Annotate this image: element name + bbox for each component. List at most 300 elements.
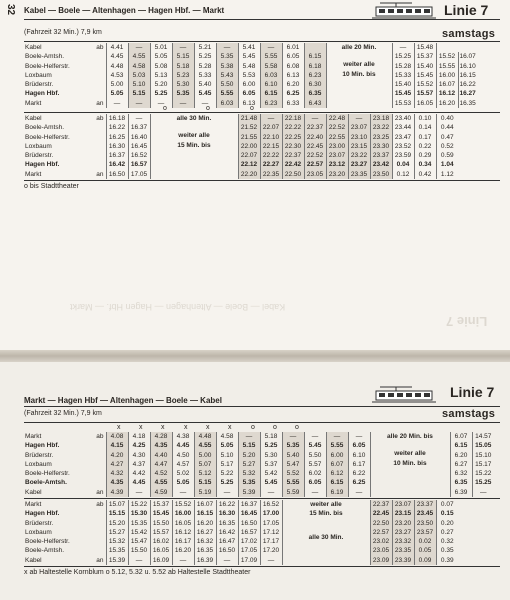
timetable-top-early (24, 43, 477, 108)
departure-time: 23.07 (348, 123, 370, 132)
departure-time: 6.10 (260, 80, 282, 89)
departure-time: 22.18 (282, 114, 304, 123)
station-name: Hagen Hbf. (25, 510, 60, 518)
departure-time: 15.10 (472, 451, 494, 460)
departure-time: 4.58 (128, 62, 150, 71)
departure-time: 0.10 (414, 114, 436, 123)
station-flag (78, 160, 106, 169)
departure-time: 6.03 (260, 71, 282, 80)
station-flag (78, 519, 106, 528)
departure-time: — (238, 432, 260, 441)
departure-time: 6.35 (304, 89, 326, 98)
departure-time: 16.27 (459, 90, 476, 98)
departure-time: 6.05 (238, 89, 260, 98)
departure-time: 16.37 (106, 151, 128, 160)
departure-time: 5.30 (172, 80, 194, 89)
departure-time: 5.20 (150, 80, 172, 89)
day-label: samstags (442, 28, 496, 40)
departure-time: 6.30 (304, 80, 326, 89)
departure-time: 6.27 (450, 460, 472, 469)
station-flag (78, 62, 106, 71)
departure-time: 0.47 (436, 133, 458, 142)
departure-time: 15.42 (128, 528, 150, 537)
departure-time: — (194, 99, 216, 108)
departure-time: 16.05 (172, 519, 194, 528)
station-name: Markt (25, 433, 42, 440)
station-name: Boele-Helferstr. (25, 470, 70, 478)
departure-time: 23.35 (348, 170, 370, 179)
departure-time: 15.50 (128, 546, 150, 555)
station-flag (78, 460, 106, 469)
footnote-bottom: x ab Haltestelle Kornblum o 5.12, 5.32 u. 5.52 ab Haltestelle Stadttheater (24, 569, 251, 576)
departure-time: 0.07 (436, 500, 458, 509)
departure-time: 5.23 (172, 71, 194, 80)
departure-time: 5.05 (216, 441, 238, 450)
line-label-bottom: Linie 7 (450, 384, 495, 400)
departure-time: 4.40 (150, 451, 172, 460)
departure-time: 22.55 (326, 133, 348, 142)
page-fold (0, 350, 510, 362)
departure-time: 5.35 (216, 52, 238, 61)
departure-time: 5.40 (194, 80, 216, 89)
departure-time: 1.04 (436, 160, 458, 169)
station-flag: ab (96, 501, 104, 508)
departure-time: 6.43 (304, 99, 326, 108)
departure-time: 4.58 (216, 432, 238, 441)
departure-time: 23.20 (326, 170, 348, 179)
departure-time: 0.39 (436, 556, 458, 565)
footnote-top: o bis Stadttheater (24, 183, 79, 190)
departure-time: 22.37 (282, 151, 304, 160)
departure-time: 6.15 (450, 441, 472, 450)
departure-time: — (348, 488, 370, 497)
frequency-note: alle 20 Min. weiter alle 10 Min. bis (326, 43, 392, 108)
departure-time: 6.20 (282, 80, 304, 89)
departure-time: 6.13 (282, 71, 304, 80)
departure-time: 5.03 (128, 71, 150, 80)
departure-time: 5.45 (304, 441, 326, 450)
departure-time: — (392, 43, 414, 52)
departure-time: 4.55 (128, 52, 150, 61)
departure-time: 17.05 (238, 546, 260, 555)
departure-time: 0.12 (392, 170, 414, 179)
departure-time: 15.39 (106, 556, 128, 565)
departure-time: 5.35 (282, 441, 304, 450)
departure-time: 4.39 (106, 488, 128, 497)
departure-time: 5.18 (172, 62, 194, 71)
departure-time: 5.08 (150, 62, 172, 71)
departure-time: 6.02 (304, 469, 326, 478)
departure-time: 23.15 (392, 509, 414, 518)
station-name: Boele-Amtsh. (25, 124, 65, 132)
departure-time: 5.58 (260, 62, 282, 71)
departure-time: 5.42 (260, 469, 282, 478)
departure-time: — (304, 432, 326, 441)
departure-time: 23.59 (392, 151, 414, 160)
departure-time: 21.48 (238, 114, 260, 123)
departure-time: 22.00 (238, 142, 260, 151)
departure-time: 16.15 (194, 509, 216, 518)
departure-time: 16.45 (238, 509, 260, 518)
departure-time: 5.45 (260, 478, 282, 487)
departure-time: 15.33 (392, 71, 414, 80)
route-title-bottom: Markt — Hagen Hbf — Altenhagen — Boele — Kabel (24, 396, 222, 405)
departure-time: 15.57 (150, 528, 172, 537)
departure-time: 22.15 (260, 142, 282, 151)
departure-time: 5.52 (282, 469, 304, 478)
timetable-bottom-early (24, 432, 494, 497)
departure-time: 15.52 (172, 500, 194, 509)
departure-time: 16.15 (459, 71, 476, 79)
station-flag (78, 142, 106, 151)
departure-time: 5.05 (106, 89, 128, 98)
departure-time: 22.35 (260, 170, 282, 179)
station-name: Loxbaum (25, 71, 52, 79)
departure-time: 5.39 (238, 488, 260, 497)
departure-time: 5.50 (304, 451, 326, 460)
station-flag: ab (96, 433, 104, 440)
departure-time: 15.48 (414, 43, 436, 52)
departure-time: 16.35 (216, 519, 238, 528)
departure-time: 22.27 (260, 160, 282, 169)
departure-time: 22.30 (282, 142, 304, 151)
departure-time: 5.38 (216, 62, 238, 71)
departure-time: 15.17 (472, 460, 494, 469)
departure-time: 5.10 (128, 80, 150, 89)
departure-time: — (106, 99, 128, 108)
departure-time: 15.45 (414, 71, 436, 80)
departure-time: 6.13 (238, 99, 260, 108)
departure-time: 16.09 (150, 556, 172, 565)
departure-time: — (326, 432, 348, 441)
departure-time: 0.59 (436, 151, 458, 160)
departure-time: 22.52 (326, 123, 348, 132)
departure-time: 4.25 (128, 441, 150, 450)
station-flag (78, 509, 106, 518)
departure-time: 5.43 (216, 71, 238, 80)
departure-time: 5.15 (238, 441, 260, 450)
station-name: Kabel (25, 44, 42, 51)
departure-time: 5.02 (172, 469, 194, 478)
station-name: Loxbaum (25, 528, 52, 536)
departure-time: 6.01 (282, 43, 304, 52)
departure-time: 16.45 (128, 142, 150, 151)
departure-time: 5.18 (260, 432, 282, 441)
station-name: Boele-Amtsh. (25, 53, 65, 61)
departure-time: 23.07 (392, 500, 414, 509)
departure-time: 16.37 (128, 123, 150, 132)
departure-time: 4.48 (106, 62, 128, 71)
departure-time: 17.02 (238, 537, 260, 546)
station-name: Kabel (25, 488, 42, 496)
departure-time: 15.40 (392, 80, 414, 89)
departure-time: 4.59 (150, 488, 172, 497)
departure-time: 5.15 (194, 478, 216, 487)
departure-time: — (260, 114, 282, 123)
departure-time: 16.52 (260, 500, 282, 509)
departure-time: — (260, 488, 282, 497)
departure-time: 16.05 (414, 99, 436, 108)
departure-time: 6.03 (216, 99, 238, 108)
departure-time: 0.17 (414, 133, 436, 142)
departure-time: 6.33 (282, 99, 304, 108)
departure-time: 5.59 (282, 488, 304, 497)
departure-time: 5.55 (282, 478, 304, 487)
departure-time: 4.45 (128, 478, 150, 487)
departure-time: 5.15 (128, 89, 150, 98)
departure-time: 5.25 (150, 89, 172, 98)
departure-time: 6.39 (450, 488, 472, 497)
departure-time: 16.37 (238, 500, 260, 509)
departure-time: 0.05 (414, 546, 436, 555)
departure-time: 23.39 (392, 556, 414, 565)
departure-time: 23.20 (392, 519, 414, 528)
departure-time: 0.52 (436, 142, 458, 151)
departure-time: 22.12 (238, 160, 260, 169)
departure-time: 15.57 (414, 89, 436, 98)
station-name: Loxbaum (25, 460, 52, 468)
mark-bot-1: x (139, 424, 143, 431)
departure-time: 15.47 (128, 537, 150, 546)
departure-time: 16.07 (459, 53, 476, 61)
station-flag: an (96, 99, 104, 107)
departure-time: 5.45 (194, 89, 216, 98)
departure-time: 15.53 (392, 99, 414, 108)
departure-time: 23.37 (414, 500, 436, 509)
departure-time: 16.35 (194, 546, 216, 555)
departure-time: 6.15 (260, 89, 282, 98)
line-label: Linie 7 (444, 2, 489, 18)
departure-time: 4.45 (172, 441, 194, 450)
departure-time: 16.25 (106, 133, 128, 142)
departure-time: 4.28 (150, 432, 172, 441)
ghost-line: Linie 7 (446, 314, 488, 329)
departure-time: 1.12 (436, 170, 458, 179)
departure-time: 16.10 (459, 62, 476, 70)
departure-time: 22.45 (304, 142, 326, 151)
departure-time: 5.50 (216, 80, 238, 89)
departure-time: 0.27 (436, 528, 458, 537)
departure-time: 16.30 (106, 142, 128, 151)
mark-top-1: o (206, 105, 210, 112)
departure-time: 22.07 (238, 151, 260, 160)
departure-time: 5.17 (216, 460, 238, 469)
station-name: Boele-Amtsh. (25, 547, 65, 555)
departure-time: — (260, 43, 282, 52)
departure-time: 23.10 (348, 133, 370, 142)
departure-time: 0.09 (414, 556, 436, 565)
departure-time: 4.30 (128, 451, 150, 460)
departure-time: 15.15 (106, 509, 128, 518)
departure-time: 5.25 (216, 478, 238, 487)
station-flag (78, 441, 106, 450)
mark-bot-4: x (206, 424, 210, 431)
departure-time: 4.52 (150, 469, 172, 478)
departure-time: 6.00 (326, 451, 348, 460)
departure-time: 23.44 (392, 123, 414, 132)
departure-time: 15.37 (414, 52, 436, 61)
departure-time: 5.55 (260, 52, 282, 61)
departure-time: 22.50 (282, 170, 304, 179)
departure-time: 0.22 (414, 142, 436, 151)
departure-time: 23.00 (326, 142, 348, 151)
departure-time: 4.18 (128, 432, 150, 441)
departure-time: 5.48 (238, 62, 260, 71)
departure-time: 5.12 (194, 469, 216, 478)
departure-time: 5.35 (238, 478, 260, 487)
departure-time: 23.02 (370, 537, 392, 546)
departure-time: 4.53 (106, 71, 128, 80)
mark-bot-5: x (228, 424, 232, 431)
departure-time: — (260, 556, 282, 565)
station-flag (78, 151, 106, 160)
departure-time: 0.40 (436, 114, 458, 123)
departure-time: 17.20 (260, 546, 282, 555)
departure-time: 15.50 (150, 519, 172, 528)
departure-time: 15.28 (392, 62, 414, 71)
departure-time: 16.57 (128, 160, 150, 169)
departure-time: 21.52 (238, 123, 260, 132)
departure-time: 5.37 (260, 460, 282, 469)
departure-time: 6.08 (282, 62, 304, 71)
departure-time: 5.55 (216, 89, 238, 98)
departure-time: 23.57 (414, 528, 436, 537)
departure-time: 17.17 (260, 537, 282, 546)
departure-time: 16.18 (106, 114, 128, 123)
departure-time: 6.10 (348, 451, 370, 460)
mark-top-2: o (250, 105, 254, 112)
station-name: Boele-Helferstr. (25, 538, 70, 546)
departure-time: 5.20 (238, 451, 260, 460)
departure-time: 6.05 (348, 441, 370, 450)
station-name: Kabel (25, 556, 42, 564)
departure-time: 6.00 (238, 80, 260, 89)
departure-time: — (128, 99, 150, 108)
departure-time: 23.22 (348, 151, 370, 160)
departure-time: 15.55 (436, 62, 458, 71)
departure-time: 4.32 (106, 469, 128, 478)
departure-time: 23.07 (326, 151, 348, 160)
departure-time: 15.35 (128, 519, 150, 528)
departure-time: 6.25 (348, 478, 370, 487)
tram-icon-bottom (372, 386, 436, 404)
departure-time: 23.22 (370, 123, 392, 132)
station-name: Hagen Hbf. (25, 442, 60, 450)
station-flag (78, 451, 106, 460)
departure-time: — (216, 488, 238, 497)
departure-time: — (282, 432, 304, 441)
station-name: Markt (25, 501, 42, 508)
departure-time: 17.05 (128, 170, 150, 179)
departure-time: 16.50 (106, 170, 128, 179)
departure-time (436, 43, 458, 52)
departure-time: 22.48 (326, 114, 348, 123)
departure-time: 16.12 (172, 528, 194, 537)
departure-time: 23.18 (370, 114, 392, 123)
station-flag (78, 537, 106, 546)
departure-time: 16.17 (172, 537, 194, 546)
day-label-bottom: samstags (442, 408, 496, 420)
departure-time: — (216, 43, 238, 52)
departure-time: 23.12 (326, 160, 348, 169)
departure-time: 16.47 (216, 537, 238, 546)
departure-time: 6.19 (326, 488, 348, 497)
departure-time: 6.07 (326, 460, 348, 469)
departure-time: 5.30 (260, 451, 282, 460)
departure-time: — (128, 488, 150, 497)
departure-time: 4.37 (128, 460, 150, 469)
departure-time: 16.42 (106, 160, 128, 169)
station-flag: ab (96, 44, 104, 51)
mark-bot-8: o (295, 424, 299, 431)
station-name: Loxbaum (25, 142, 52, 150)
timetable-top-late (24, 114, 458, 179)
departure-time: 6.22 (348, 469, 370, 478)
departure-time: 15.22 (128, 500, 150, 509)
departure-time: 0.04 (392, 160, 414, 169)
station-flag: an (96, 556, 104, 564)
station-flag (78, 80, 106, 89)
departure-time: 16.52 (128, 151, 150, 160)
route-title: Kabel — Boele — Altenhagen — Hagen Hbf. — Markt (24, 6, 225, 15)
departure-time: 23.45 (414, 509, 436, 518)
departure-time: 5.47 (282, 460, 304, 469)
departure-time: 22.40 (304, 133, 326, 142)
departure-time: 22.20 (238, 170, 260, 179)
departure-time: 22.50 (370, 519, 392, 528)
departure-time: 0.32 (436, 537, 458, 546)
departure-time: 15.07 (106, 500, 128, 509)
departure-time: 0.20 (436, 519, 458, 528)
departure-time: 5.19 (194, 488, 216, 497)
departure-time: 4.27 (106, 460, 128, 469)
departure-time: 17.00 (260, 509, 282, 518)
departure-time: 22.52 (304, 151, 326, 160)
departure-time: 23.05 (304, 170, 326, 179)
ghost-route: Kabel — Boele — Altenhagen — Hagen Hbf. — Markt (70, 302, 286, 312)
bottom-page (0, 362, 510, 600)
departure-time: 15.20 (106, 519, 128, 528)
departure-time: 22.45 (370, 509, 392, 518)
station-name: Boele-Amtsh. (25, 479, 67, 487)
departure-time: 23.42 (370, 160, 392, 169)
departure-time: 16.22 (459, 81, 476, 89)
departure-time: 15.22 (472, 469, 494, 478)
departure-time: 15.45 (150, 509, 172, 518)
mark-top-0: o (163, 105, 167, 112)
departure-time: 5.27 (238, 460, 260, 469)
departure-time: 5.35 (172, 89, 194, 98)
departure-time: 5.28 (194, 62, 216, 71)
departure-time: 23.40 (392, 114, 414, 123)
departure-time: 16.05 (150, 546, 172, 555)
departure-time: — (150, 99, 172, 108)
departure-time: 22.57 (370, 528, 392, 537)
station-name: Kabel (25, 115, 42, 122)
departure-time: 22.22 (260, 151, 282, 160)
departure-time: 23.30 (370, 142, 392, 151)
departure-time: 17.09 (238, 556, 260, 565)
departure-time: 6.35 (450, 478, 472, 487)
station-name: Boele-Helferstr. (25, 62, 70, 70)
station-name: Boele-Helferstr. (25, 133, 70, 141)
departure-time: 4.42 (128, 469, 150, 478)
departure-time: 16.22 (106, 123, 128, 132)
departure-time: 22.07 (260, 123, 282, 132)
departure-time: 22.10 (260, 133, 282, 142)
departure-time: 23.27 (348, 160, 370, 169)
departure-time: — (216, 556, 238, 565)
